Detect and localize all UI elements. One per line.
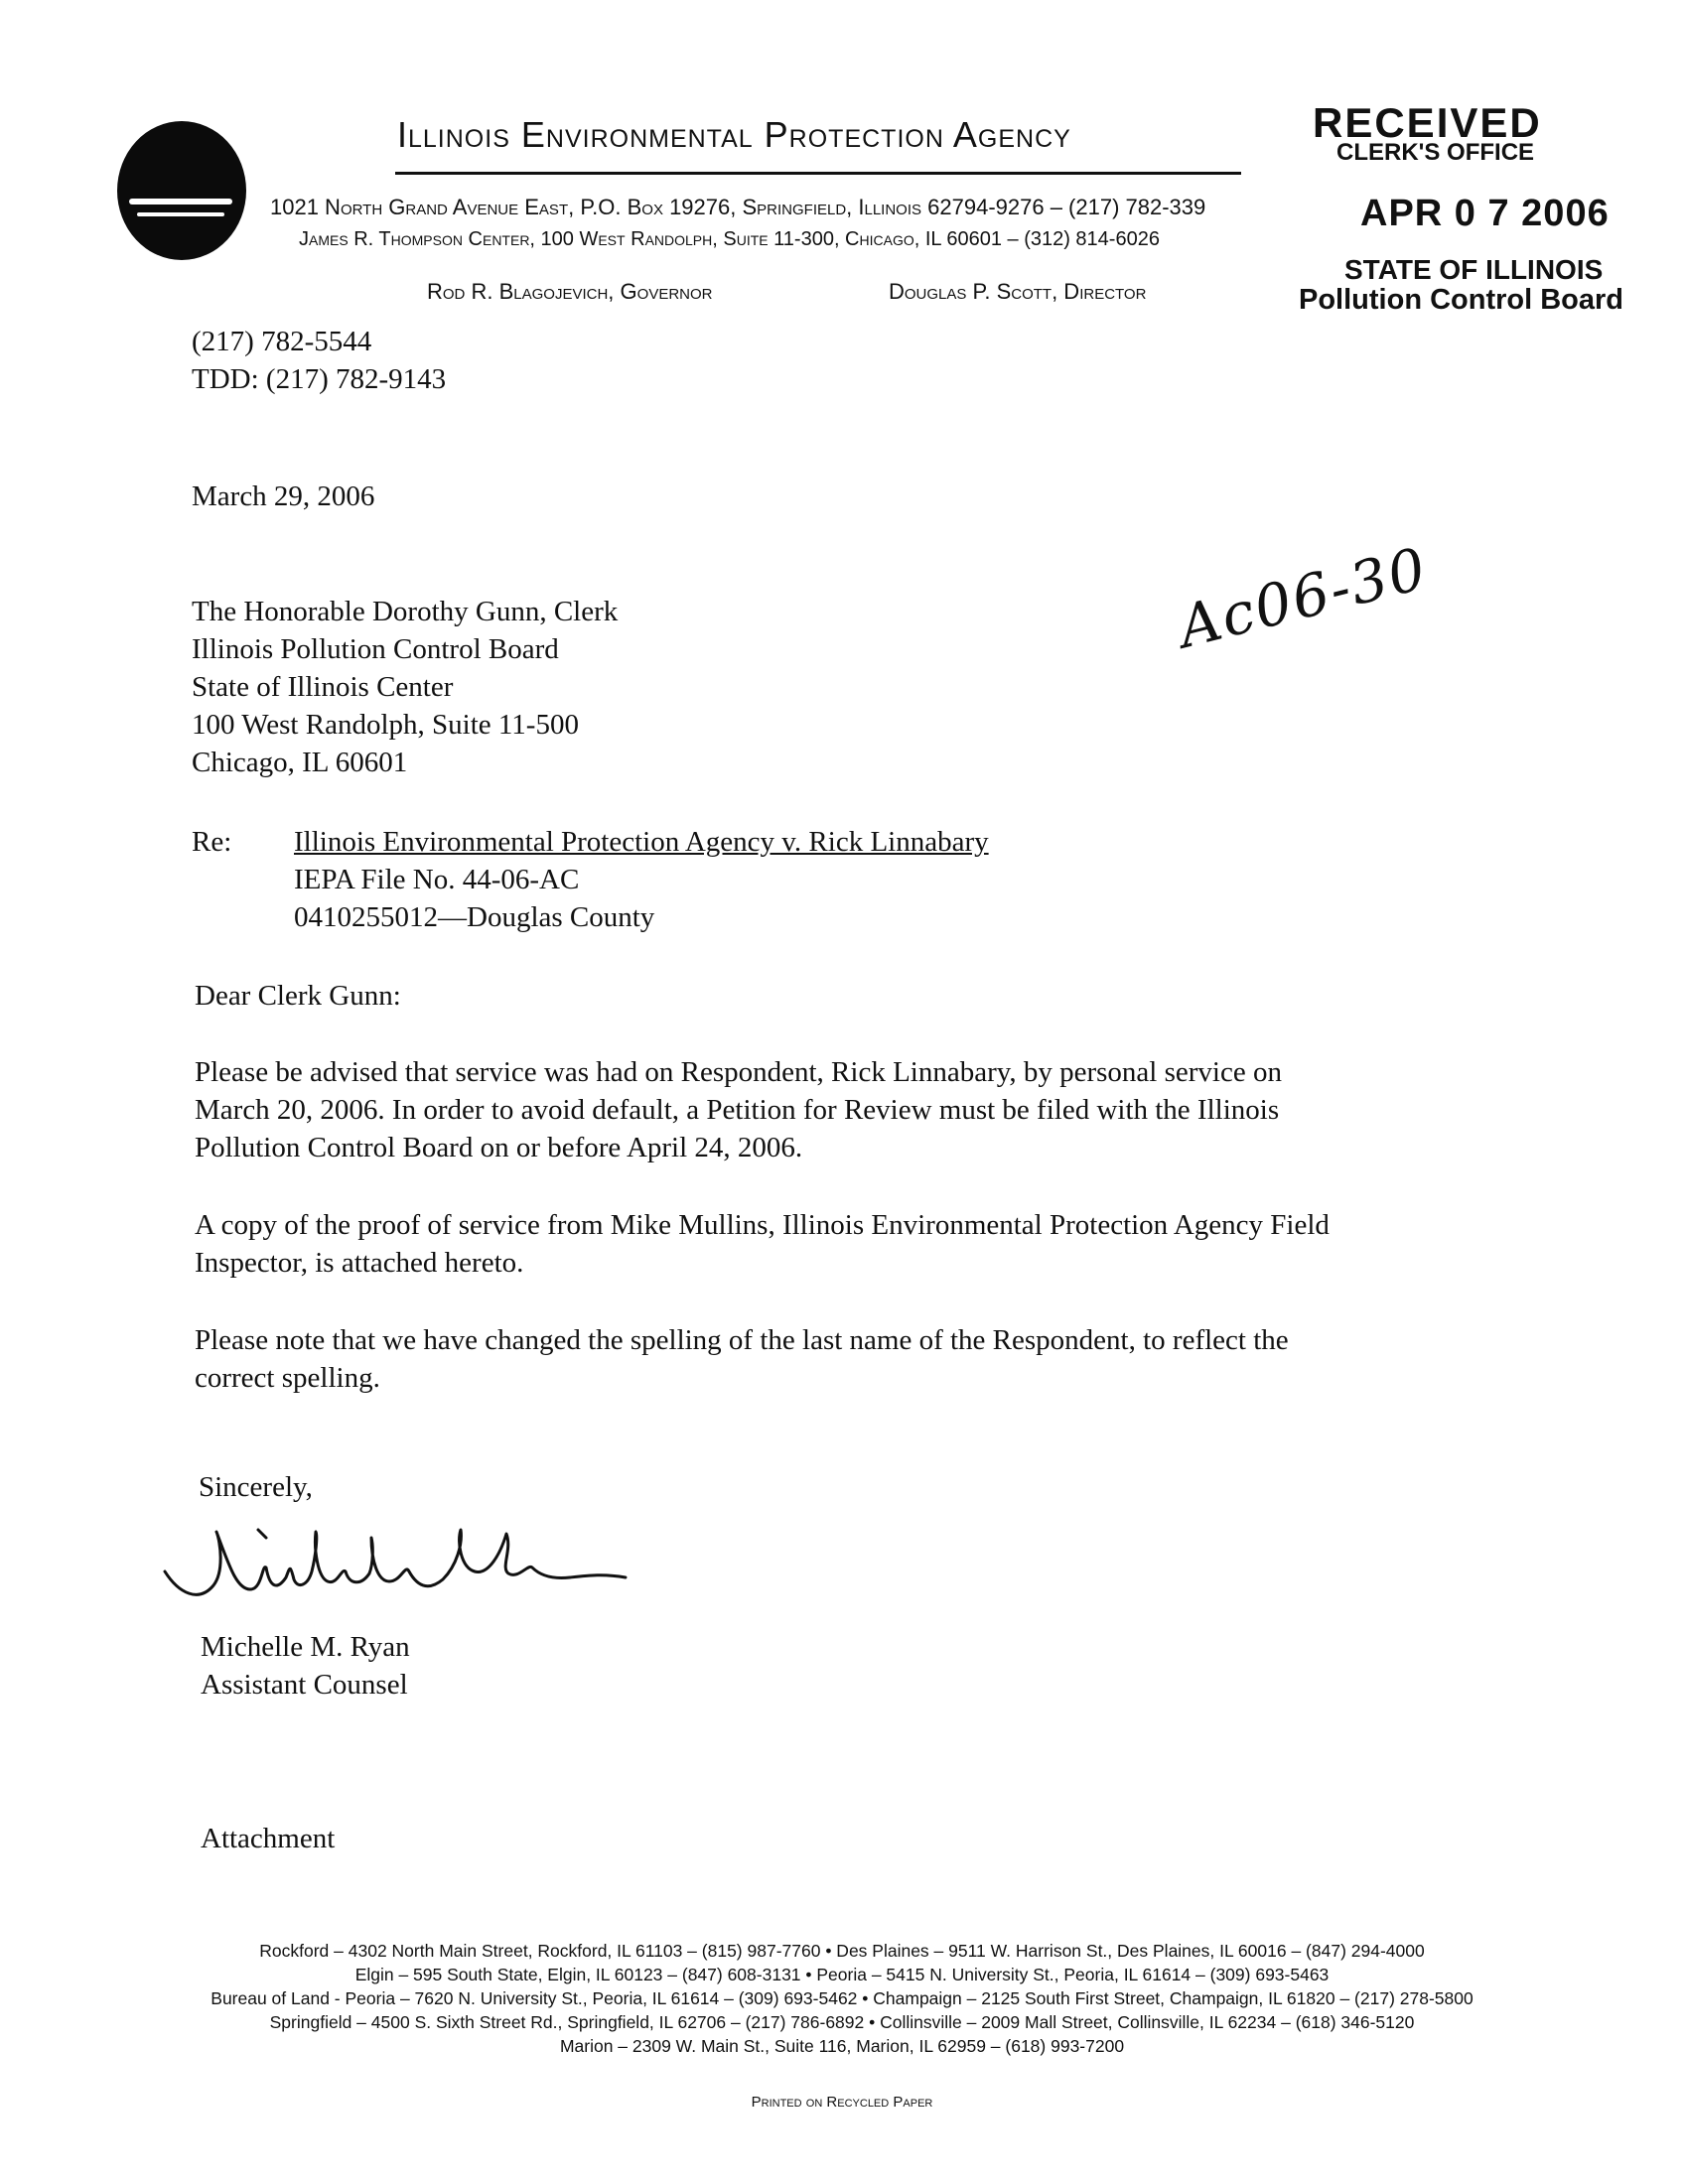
- received-stamp-date: APR 0 7 2006: [1356, 193, 1610, 235]
- re-county: 0410255012—Douglas County: [294, 901, 655, 933]
- body-paragraph-line: March 20, 2006. In order to avoid default, a Petition for Review must be filed with the Illinois: [195, 1094, 1280, 1126]
- closing: Sincerely,: [199, 1471, 313, 1503]
- received-stamp-state: STATE OF ILLINOIS: [1344, 254, 1604, 285]
- received-stamp-title: RECEIVED: [1313, 99, 1542, 146]
- signer-name: Michelle M. Ryan: [201, 1631, 410, 1663]
- footer-office-line: Springfield – 4500 S. Sixth Street Rd., Springfield, IL 62706 – (217) 786-6892 • Collinsville – 2009 Mall Street, Collinsville, IL 62234 – (618) 346-5120: [269, 2012, 1415, 2032]
- salutation: Dear Clerk Gunn:: [195, 980, 401, 1012]
- letterhead-address-chicago: James R. Thompson Center, 100 West Randolph, Suite 11-300, Chicago, IL 60601 – (312) 814-6026: [299, 228, 1160, 250]
- body-paragraph-line: A copy of the proof of service from Mike Mullins, Illinois Environmental Protection Agency Field: [195, 1209, 1330, 1241]
- footer-office-line: Bureau of Land - Peoria – 7620 N. University St., Peoria, IL 61614 – (309) 693-5462 • Champaign – 2125 South First Street, Champaign, IL 61820 – (217) 278-5800: [210, 1988, 1474, 2008]
- received-stamp-office: CLERK'S OFFICE: [1336, 139, 1535, 166]
- body-paragraph-line: Please be advised that service was had on Respondent, Rick Linnabary, by personal service on: [195, 1056, 1282, 1088]
- footer-office-line: Rockford – 4302 North Main Street, Rockford, IL 61103 – (815) 987-7760 • Des Plaines – 9511 W. Harrison St., Des Plaines, IL 60016 – (847) 294-4000: [259, 1941, 1425, 1961]
- agency-name: Illinois Environmental Protection Agency: [397, 114, 1071, 155]
- re-file-number: IEPA File No. 44-06-AC: [294, 864, 580, 895]
- re-label: Re:: [192, 826, 232, 858]
- letterhead-rule: [395, 172, 1241, 175]
- body-paragraph-line: Please note that we have changed the spelling of the last name of the Respondent, to reflect the: [195, 1324, 1289, 1356]
- handwritten-signature: [159, 1494, 675, 1633]
- governor-name: Rod R. Blagojevich, Governor: [427, 279, 713, 304]
- letterhead-address-springfield: 1021 North Grand Avenue East, P.O. Box 19276, Springfield, Illinois 62794-9276 – (217) 782-339: [270, 195, 1206, 219]
- director-name: Douglas P. Scott, Director: [889, 279, 1147, 304]
- recipient-line: The Honorable Dorothy Gunn, Clerk: [192, 596, 619, 627]
- signer-title: Assistant Counsel: [201, 1669, 408, 1701]
- handwritten-docket-number: Ac06-30: [1172, 534, 1435, 661]
- recipient-line: State of Illinois Center: [192, 671, 454, 703]
- body-paragraph-line: Inspector, is attached hereto.: [195, 1247, 524, 1279]
- agency-seal-logo: [117, 121, 246, 260]
- recipient-line: Illinois Pollution Control Board: [192, 633, 559, 665]
- recycled-paper-note: Printed on Recycled Paper: [751, 2094, 933, 2111]
- letter-date: March 29, 2006: [192, 480, 375, 512]
- recipient-line: Chicago, IL 60601: [192, 747, 408, 778]
- contact-tdd: TDD: (217) 782-9143: [192, 363, 447, 395]
- re-case-title: Illinois Environmental Protection Agency v. Rick Linnabary: [294, 826, 989, 858]
- recipient-line: 100 West Randolph, Suite 11-500: [192, 709, 579, 741]
- footer-office-line: Marion – 2309 W. Main St., Suite 116, Marion, IL 62959 – (618) 993-7200: [559, 2036, 1125, 2056]
- contact-phone: (217) 782-5544: [192, 326, 372, 357]
- attachment-note: Attachment: [201, 1823, 336, 1854]
- body-paragraph-line: Pollution Control Board on or before April 24, 2006.: [195, 1132, 803, 1163]
- footer-office-line: Elgin – 595 South State, Elgin, IL 60123 – (847) 608-3131 • Peoria – 5415 N. University St., Peoria, IL 61614 – (309) 693-5463: [354, 1965, 1330, 1984]
- received-stamp-board: Pollution Control Board: [1299, 284, 1624, 316]
- body-paragraph-line: correct spelling.: [195, 1362, 380, 1394]
